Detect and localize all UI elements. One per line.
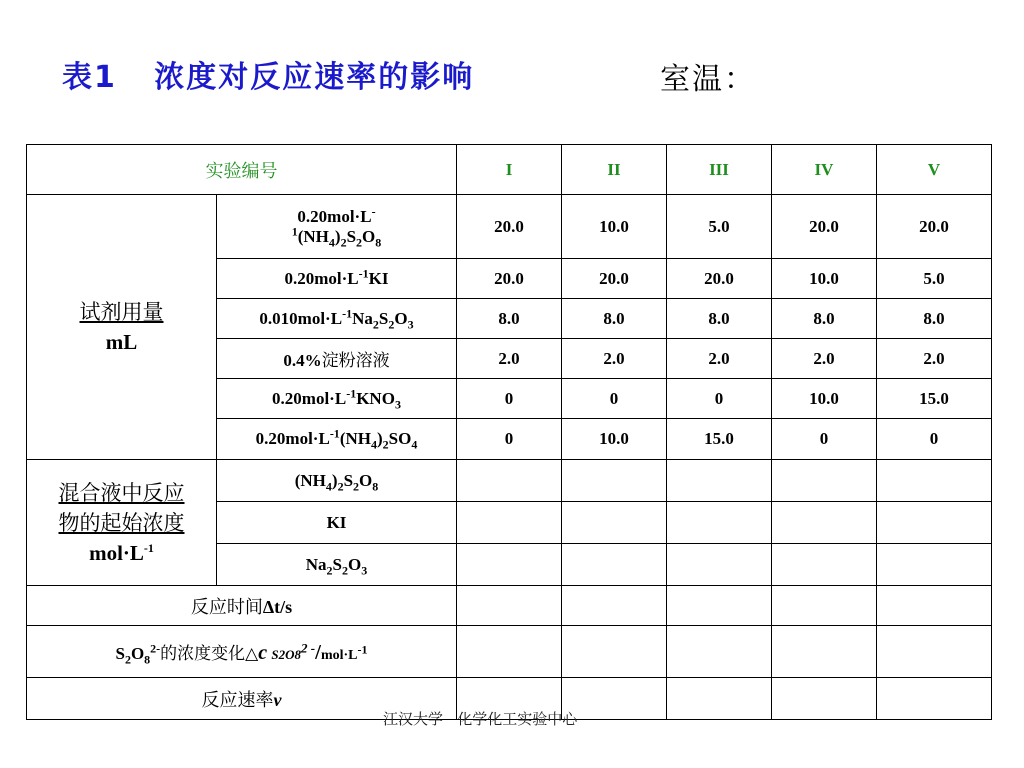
table-cell [457,460,562,502]
table-cell [667,544,772,586]
table-cell [457,544,562,586]
table-cell [877,544,992,586]
col-header-3: III [667,145,772,195]
table-cell [772,460,877,502]
table-cell [667,460,772,502]
concentration-row-label: $(NH_4)_2S_2O_8$ [217,460,457,502]
table-cell [457,502,562,544]
table-cell: 10.0 [772,379,877,419]
table-cell [667,502,772,544]
table-cell: 2.0 [772,339,877,379]
table-cell: 20.0 [667,259,772,299]
reagent-name: 0.20mol·L- $^1(NH_4)_2S_2O_8$ [217,195,457,259]
table-cell: 8.0 [562,299,667,339]
table-cell [772,502,877,544]
table-cell [877,626,992,678]
table-cell [457,626,562,678]
table-cell [772,544,877,586]
table-cell: 2.0 [877,339,992,379]
experiment-number-header: 实验编号 [27,145,457,195]
table-cell: 20.0 [562,259,667,299]
table-cell [877,460,992,502]
initial-concentration-line1: 混合液中反应 [58,480,185,505]
table-cell [667,586,772,626]
concentration-row-label: KI [217,502,457,544]
table-cell: 10.0 [562,419,667,460]
table-cell: 2.0 [457,339,562,379]
table-cell: 0 [772,419,877,460]
table-cell [877,502,992,544]
table-cell: 0 [562,379,667,419]
reagent-name: $0.20mol\cdot L^{-1}KNO_3$ [217,379,457,419]
experiment-table [26,144,992,720]
table-cell: 10.0 [562,195,667,259]
table-cell: 2.0 [562,339,667,379]
reagent-name: $0.010mol\cdot L^{-1}Na_2S_2O_3$ [217,299,457,339]
table-cell [562,502,667,544]
table-cell: 10.0 [772,259,877,299]
table-cell: 15.0 [667,419,772,460]
table-cell: 0 [457,379,562,419]
col-header-1: I [457,145,562,195]
footer-institution: 江汉大学 化学化工实验中心 [383,710,578,728]
table-cell: 8.0 [667,299,772,339]
table-cell: 20.0 [457,195,562,259]
table-cell: 20.0 [772,195,877,259]
table-cell: 8.0 [772,299,877,339]
table-row [27,626,992,678]
table-cell: 20.0 [877,195,992,259]
initial-concentration-unit: $mol\cdot L^{-1}$ [89,540,154,565]
table-cell: 2.0 [667,339,772,379]
col-header-2: II [562,145,667,195]
reagent-volume-label: 试剂用量 [79,300,164,324]
table-cell: 0 [667,379,772,419]
table-cell [457,586,562,626]
col-header-4: IV [772,145,877,195]
reagent-volume-group [27,195,217,460]
reagent-name: $0.20mol\cdot L^{-1}(NH_4)_2SO_4$ [217,419,457,460]
table-row [27,460,992,502]
slide-title: 表1 浓度对反应速率的影响 [62,60,475,95]
table-cell: 15.0 [877,379,992,419]
table-cell: 8.0 [877,299,992,339]
table-cell: 5.0 [667,195,772,259]
col-header-5: V [877,145,992,195]
reaction-time-label: 反应时间Δt/s [27,586,457,626]
table-cell: 8.0 [457,299,562,339]
table-cell [562,460,667,502]
table-cell [877,678,992,720]
table-cell: 20.0 [457,259,562,299]
room-temperature-label: 室温： [660,62,756,97]
table-cell [667,626,772,678]
table-cell [772,586,877,626]
table-cell: 5.0 [877,259,992,299]
table-cell: 0 [457,419,562,460]
table-cell [562,544,667,586]
table-cell [772,626,877,678]
table-cell [562,626,667,678]
initial-concentration-group [27,460,217,586]
concentration-row-label: $Na_2S_2O_3$ [217,544,457,586]
concentration-change-label: $S_2O_8^{2-}$的浓度变化△c $S2O8^{2 -}/mol\cdot L^{-1}$ [27,626,457,678]
reagent-name: $0.20mol\cdot L^{-1}KI$ [217,259,457,299]
table-cell [562,586,667,626]
table-cell [772,678,877,720]
reaction-rate-label: 反应速率v [27,678,457,720]
initial-concentration-line2: 物的起始浓度 [58,510,185,535]
table-row [27,586,992,626]
reagent-name: 0.4%淀粉溶液 [217,339,457,379]
table-cell [877,586,992,626]
table-cell [667,678,772,720]
table-row [27,195,992,259]
header-row [27,145,992,195]
reagent-volume-unit: mL [105,330,138,354]
table-cell: 0 [877,419,992,460]
